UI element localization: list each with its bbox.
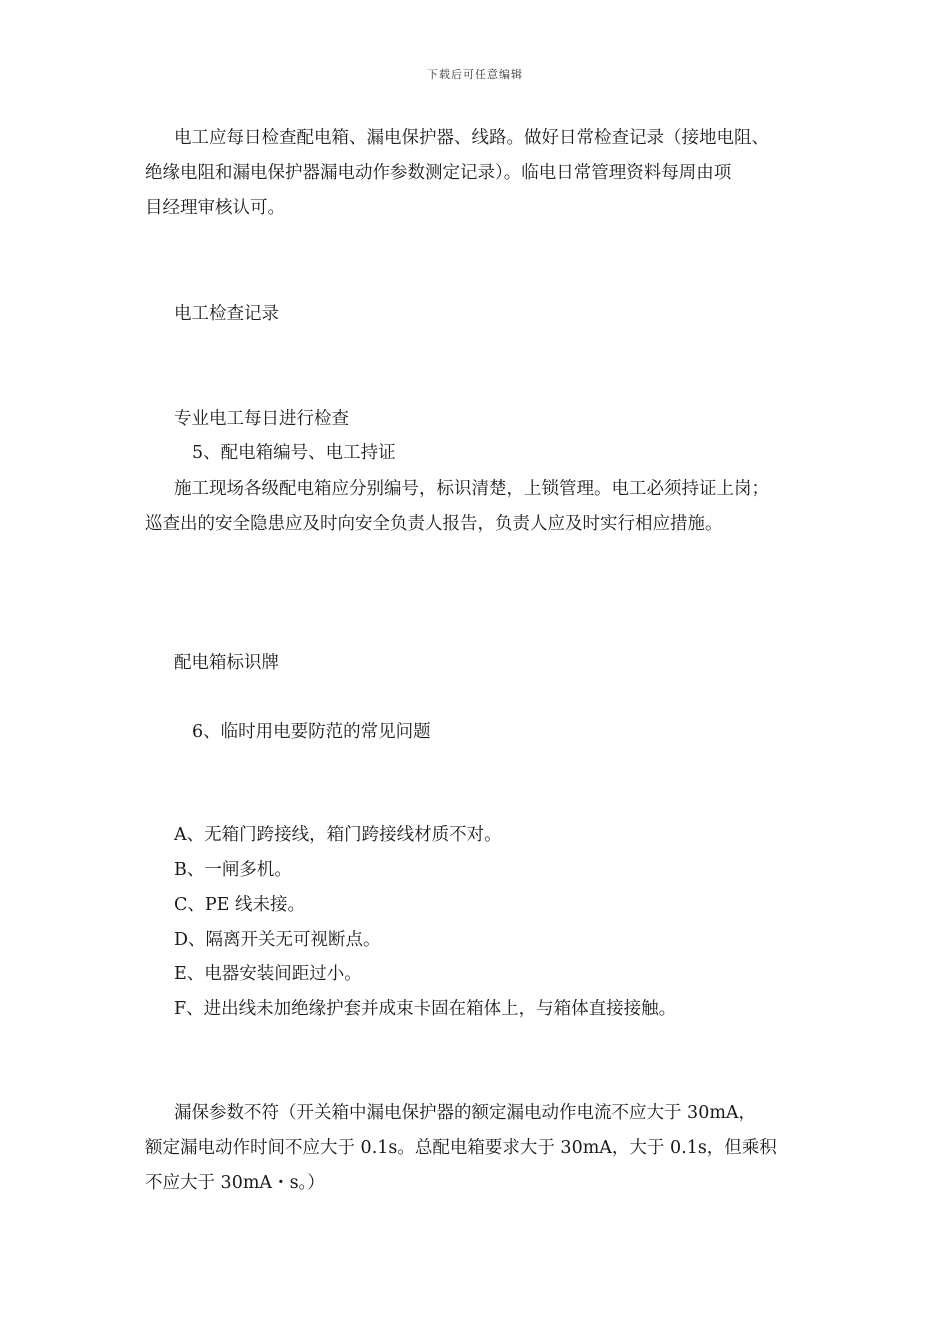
paragraph-3-line-2: 额定漏电动作时间不应大于 0.1s。总配电箱要求大于 30mA，大于 0.1s，但乘积 — [145, 1138, 777, 1158]
paragraph-2-line-1: 施工现场各级配电箱应分别编号，标识清楚，上锁管理。电工必须持证上岗； — [174, 479, 769, 499]
issue-item: D、隔离开关无可视断点。 — [174, 930, 381, 950]
paragraph-2-line-2: 巡查出的安全隐患应及时向安全负责人报告，负责人应及时实行相应措施。 — [145, 514, 723, 534]
issue-item: E、电器安装间距过小。 — [174, 964, 362, 984]
caption-electrician-record: 电工检查记录 — [174, 304, 279, 324]
issue-item: B、一闸多机。 — [174, 860, 292, 880]
section-6-heading: 6、临时用电要防范的常见问题 — [192, 722, 431, 742]
paragraph-1-line-3: 目经理审核认可。 — [145, 198, 285, 218]
paragraph-3-line-1: 漏保参数不符（开关箱中漏电保护器的额定漏电动作电流不应大于 30mA， — [174, 1103, 757, 1123]
issue-item: C、PE 线未接。 — [174, 895, 306, 915]
paragraph-3-line-3: 不应大于 30mA・s。） — [145, 1173, 325, 1193]
paragraph-1-line-1: 电工应每日检查配电箱、漏电保护器、线路。做好日常检查记录（接地电阻、 — [174, 128, 769, 148]
issue-item: F、进出线未加绝缘护套并成束卡固在箱体上，与箱体直接接触。 — [174, 999, 677, 1019]
section-5-heading: 5、配电箱编号、电工持证 — [192, 443, 396, 463]
caption-daily-inspection: 专业电工每日进行检查 — [174, 409, 349, 429]
page-header: 下载后可任意编辑 — [427, 68, 523, 81]
issue-item: A、无箱门跨接线，箱门跨接线材质不对。 — [174, 825, 502, 845]
caption-box-label: 配电箱标识牌 — [174, 653, 279, 673]
paragraph-1-line-2: 绝缘电阻和漏电保护器漏电动作参数测定记录）。临电日常管理资料每周由项 — [145, 163, 732, 183]
